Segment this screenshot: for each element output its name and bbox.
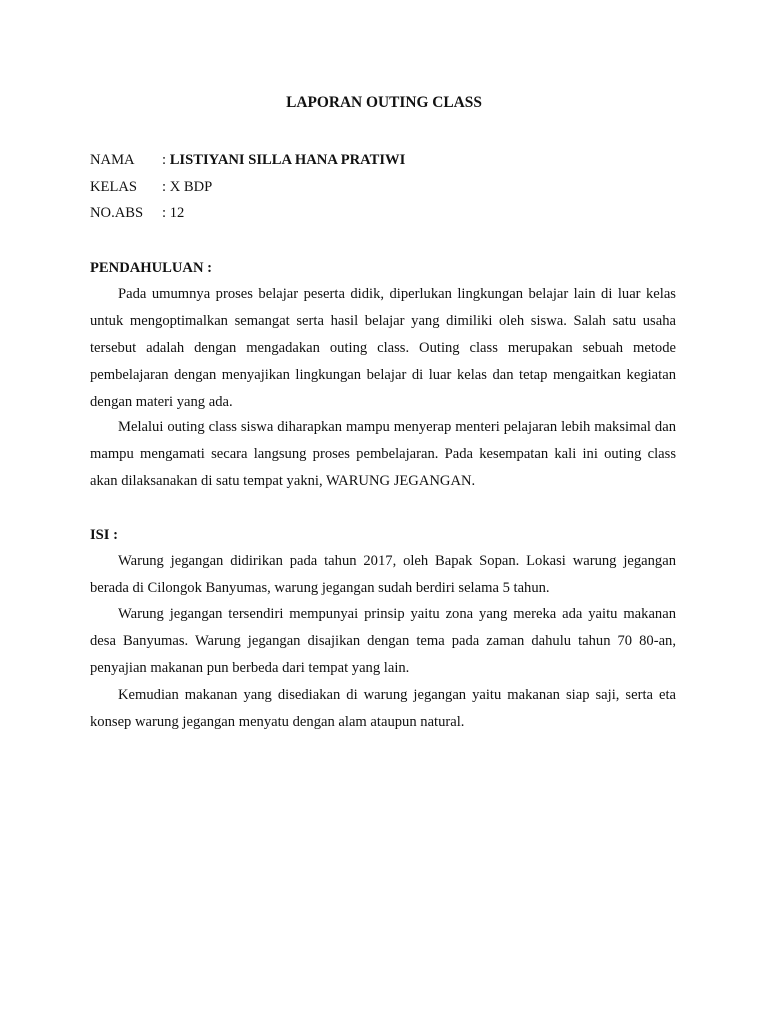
info-label-no-abs: NO.ABS [90,205,144,221]
section-heading-isi: ISI : [90,527,118,543]
info-value-nama-wrap [162,150,405,170]
section-heading-pendahuluan: PENDAHULUAN : [90,260,213,276]
document-title: LAPORAN OUTING CLASS [286,94,482,111]
info-value-kelas: X BDP [169,179,213,195]
info-label-nama: NAMA [90,152,135,168]
paragraph-isi-1: Warung jegangan didirikan pada tahun 2017, oleh Bapak Sopan. Lokasi warung jegangan berada di Cilongok Banyumas, warung jegangan sudah berdiri selama 5 tahun. [90,553,676,596]
info-value-no-abs-wrap [162,203,184,223]
paragraph-pendahuluan-2: Melalui outing class siswa diharapkan mampu menyerap menteri pelajaran lebih maksimal dan mampu mengamati secara langsung proses pembelajaran. Pada kesempatan kali ini outing class akan dilaksanakan di satu tempat yakni, WARUNG JEGANGAN. [90,419,676,489]
paragraph-pendahuluan-1: Pada umumnya proses belajar peserta didik, diperlukan lingkungan belajar lain di luar kelas untuk mengoptimalkan semangat serta hasil belajar yang dimiliki oleh siswa. Salah satu usaha tersebut adalah dengan mengadakan outing class. Outing class merupakan sebuah metode pembelajaran dengan menyajikan lingkungan belajar di luar kelas dan tetap mengaitkan kegiatan dengan materi yang ada. [90,286,676,410]
paragraph-isi-3: Kemudian makanan yang disediakan di warung jegangan yaitu makanan siap saji, serta eta konsep warung jegangan menyatu dengan alam ataupun natural. [90,687,676,730]
info-separator: : [162,205,170,221]
info-separator: : [162,179,170,195]
paragraph-isi-2: Warung jegangan tersendiri mempunyai prinsip yaitu zona yang mereka ada yaitu makanan desa Banyumas. Warung jegangan disajikan dengan tema pada zaman dahulu tahun 70 80-an, penyajian makanan pun berbeda dari tempat yang lain. [90,606,676,676]
info-label-kelas: KELAS [90,179,138,195]
info-separator: : [162,152,170,168]
info-value-kelas-wrap [162,177,212,197]
info-value-nama: LISTIYANI SILLA HANA PRATIWI [169,152,406,168]
info-value-no-abs: 12 [169,205,185,221]
